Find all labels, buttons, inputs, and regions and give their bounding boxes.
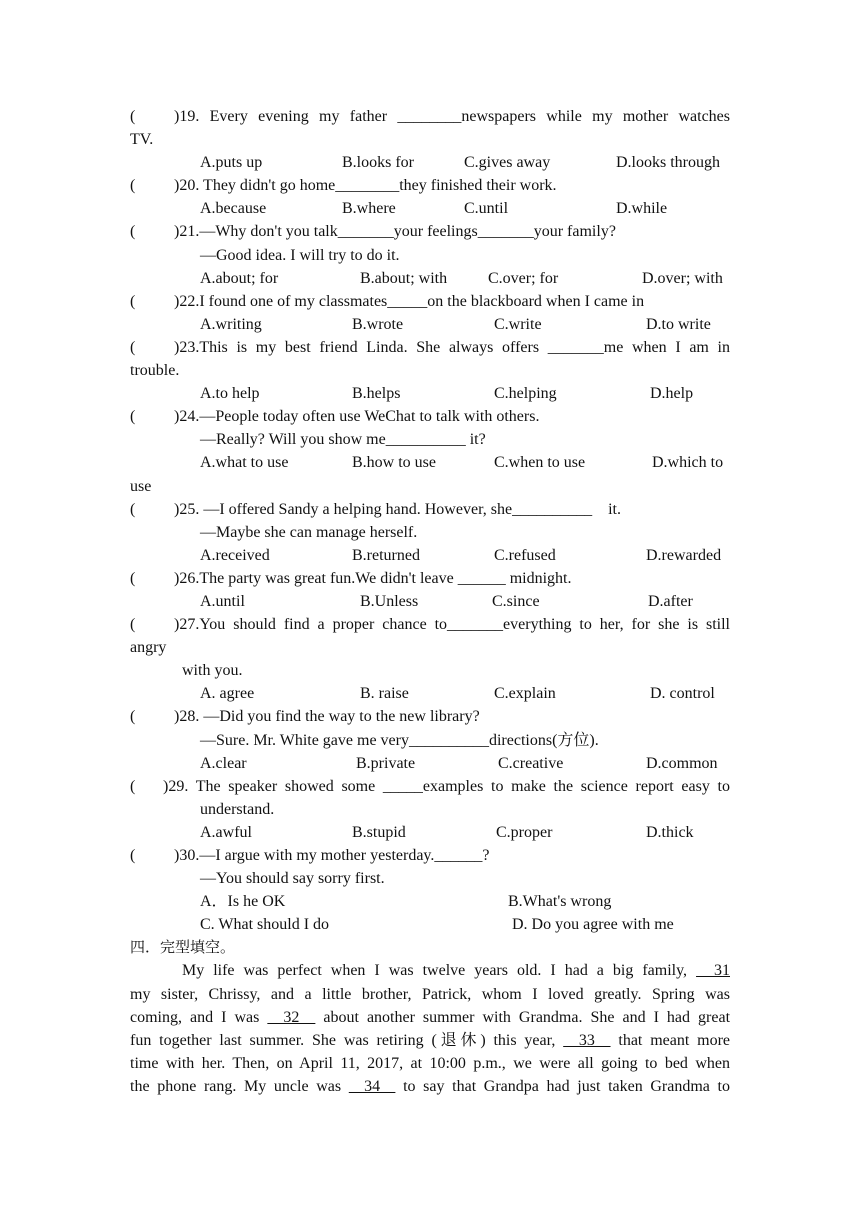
question-subline: —Good idea. I will try to do it. xyxy=(200,246,400,264)
answer-blank[interactable]: ( xyxy=(130,223,136,241)
question-subline: understand. xyxy=(200,800,275,818)
question-stem: )20. They didn't go home________they finished their work. xyxy=(174,177,557,195)
option-d[interactable]: D.looks through xyxy=(616,154,720,172)
question-22 xyxy=(130,290,730,313)
options-row xyxy=(130,590,730,613)
options-row xyxy=(130,890,730,913)
cloze-blank-33[interactable]: 33 xyxy=(563,1031,611,1049)
passage-text: about another summer with Grandma. She and I had great xyxy=(323,1008,731,1026)
question-stem: )24.—People today often use WeChat to talk with others. xyxy=(174,408,540,426)
answer-blank[interactable]: ( xyxy=(130,177,136,195)
section-title: 四．完型填空。 xyxy=(130,938,236,957)
question-21 xyxy=(130,220,730,243)
options-row xyxy=(130,544,730,567)
cloze-blank-32[interactable]: 32 xyxy=(267,1008,316,1026)
question-continuation: trouble. xyxy=(130,362,180,380)
question-23 xyxy=(130,336,730,359)
question-24 xyxy=(130,405,730,428)
option-c[interactable]: C.explain xyxy=(494,685,556,703)
passage-text: the phone rang. My uncle was xyxy=(130,1077,342,1095)
answer-blank[interactable]: ( xyxy=(130,616,136,634)
option-c[interactable]: C. What should I do xyxy=(200,916,330,934)
question-subline: with you. xyxy=(182,662,243,680)
question-stem: )21.—Why don't you talk_______your feelings_______your family? xyxy=(174,223,616,241)
answer-blank[interactable]: ( xyxy=(130,708,136,726)
passage-text: to say that Grandpa had just taken Grandma to xyxy=(403,1077,731,1095)
option-d[interactable]: D.while xyxy=(616,200,668,218)
option-d[interactable]: D.after xyxy=(648,592,693,610)
option-c[interactable]: C.creative xyxy=(498,754,564,772)
answer-blank[interactable]: ( xyxy=(130,500,136,518)
option-b[interactable]: B.returned xyxy=(352,546,420,564)
option-c[interactable]: C.until xyxy=(464,200,509,218)
option-c[interactable]: C.gives away xyxy=(464,154,551,172)
option-a[interactable]: A.awful xyxy=(200,823,252,841)
question-stem: )26.The party was great fun.We didn't leave ______ midnight. xyxy=(174,569,572,587)
options-row xyxy=(130,451,730,474)
passage-text: My life was perfect when I was twelve years old. I had a big family, xyxy=(182,962,688,980)
question-stem: )28. —Did you find the way to the new library? xyxy=(174,708,480,726)
passage-text: fun together last summer. She was retiring (退休) this year, xyxy=(130,1031,556,1049)
option-a[interactable]: A.until xyxy=(200,592,245,610)
question-28 xyxy=(130,705,730,728)
options-row xyxy=(130,913,730,936)
option-b[interactable]: B.stupid xyxy=(352,823,406,841)
passage-line xyxy=(130,1029,730,1052)
passage-line: time with her. Then, on April 11, 2017, at 10:00 p.m., we were all going to bed when xyxy=(130,1054,730,1072)
question-29 xyxy=(130,775,730,798)
question-stem: )25. —I offered Sandy a helping hand. However, she__________ it. xyxy=(174,500,621,518)
question-continuation: angry xyxy=(130,639,167,657)
question-30 xyxy=(130,844,730,867)
option-c[interactable]: C.when to use xyxy=(494,454,586,472)
options-row xyxy=(130,197,730,220)
question-stem: )23.This is my best friend Linda. She always offers _______me when I am in xyxy=(174,338,730,356)
option-b[interactable]: B.private xyxy=(356,754,416,772)
option-b[interactable]: B.Unless xyxy=(360,592,419,610)
cloze-blank-31[interactable]: 31 xyxy=(696,962,730,980)
options-row xyxy=(130,267,730,290)
question-stem: )29. The speaker showed some _____examples to make the science report easy to xyxy=(163,777,730,795)
answer-blank[interactable]: ( xyxy=(130,408,136,426)
option-a[interactable]: A.writing xyxy=(200,315,262,333)
answer-blank[interactable]: ( xyxy=(130,108,136,125)
option-b[interactable]: B.What's wrong xyxy=(508,893,612,911)
option-a[interactable]: A.what to use xyxy=(200,454,289,472)
question-stem: )19. Every evening my father ________newspapers while my mother watches xyxy=(174,108,730,125)
option-d[interactable]: D.which to xyxy=(652,454,724,472)
option-d[interactable]: D.common xyxy=(646,754,718,772)
option-c[interactable]: C.since xyxy=(492,592,540,610)
passage-line xyxy=(130,1075,730,1098)
option-a[interactable]: A.clear xyxy=(200,754,247,772)
question-26 xyxy=(130,567,730,590)
option-b[interactable]: B.wrote xyxy=(352,315,404,333)
passage-line: my sister, Chrissy, and a little brother, Patrick, whom I loved greatly. Spring was xyxy=(130,985,730,1003)
option-d[interactable]: D. control xyxy=(650,685,715,703)
option-c[interactable]: C.over; for xyxy=(488,269,559,287)
question-subline: —Really? Will you show me__________ it? xyxy=(200,431,486,449)
options-row xyxy=(130,313,730,336)
option-a[interactable]: A.received xyxy=(200,546,270,564)
question-stem: )22.I found one of my classmates_____on the blackboard when I came in xyxy=(174,292,645,310)
options-row xyxy=(130,821,730,844)
option-b[interactable]: B.helps xyxy=(352,385,401,403)
option-d[interactable]: D.rewarded xyxy=(646,546,722,564)
passage-line xyxy=(130,959,730,982)
cloze-blank-34[interactable]: 34 xyxy=(348,1077,396,1095)
option-a[interactable]: A. agree xyxy=(200,685,255,703)
passage-text: coming, and I was xyxy=(130,1008,260,1026)
question-27 xyxy=(130,613,730,636)
option-b[interactable]: B. raise xyxy=(360,685,409,703)
question-subline: —You should say sorry first. xyxy=(200,870,385,888)
option-a[interactable]: A.because xyxy=(200,200,267,218)
option-d[interactable]: D.help xyxy=(650,385,694,403)
options-row xyxy=(130,682,730,705)
option-c[interactable]: C.helping xyxy=(494,385,557,403)
question-25 xyxy=(130,498,730,521)
option-a[interactable]: A.about; for xyxy=(200,269,279,287)
options-row xyxy=(130,752,730,775)
option-d[interactable]: D.over; with xyxy=(642,269,723,287)
answer-blank[interactable]: ( xyxy=(130,338,136,356)
answer-blank[interactable]: ( xyxy=(130,847,136,864)
answer-blank[interactable]: ( xyxy=(130,569,136,587)
options-row xyxy=(130,151,730,174)
option-c[interactable]: C.write xyxy=(494,315,542,333)
option-c[interactable]: C.refused xyxy=(494,546,556,564)
question-subline: —Sure. Mr. White gave me very__________directions(方位). xyxy=(200,731,599,749)
question-continuation: TV. xyxy=(130,131,154,149)
option-d[interactable]: D.thick xyxy=(646,823,694,841)
question-stem: )27.You should find a proper chance to_______everything to her, for she is still xyxy=(174,616,730,634)
option-b[interactable]: B.how to use xyxy=(352,454,436,472)
option-b[interactable]: B.where xyxy=(342,200,396,218)
option-a[interactable]: A.puts up xyxy=(200,154,263,172)
option-b[interactable]: B.about; with xyxy=(360,269,448,287)
question-stem: )30.—I argue with my mother yesterday.______? xyxy=(174,847,490,864)
option-a[interactable]: A.to help xyxy=(200,385,260,403)
option-d[interactable]: D. Do you agree with me xyxy=(512,916,674,934)
answer-blank[interactable]: ( xyxy=(130,292,136,310)
cloze-passage xyxy=(130,959,730,1098)
options-row xyxy=(130,382,730,405)
question-19 xyxy=(130,105,730,128)
question-20 xyxy=(130,174,730,197)
option-a[interactable]: A．Is he OK xyxy=(200,893,286,911)
option-b[interactable]: B.looks for xyxy=(342,154,414,172)
question-continuation: use xyxy=(130,477,152,495)
option-c[interactable]: C.proper xyxy=(496,823,553,841)
answer-blank[interactable]: ( xyxy=(130,777,136,795)
passage-line xyxy=(130,1006,730,1029)
question-subline: —Maybe she can manage herself. xyxy=(200,523,418,541)
worksheet-page xyxy=(130,105,730,1098)
passage-text: that meant more xyxy=(618,1031,731,1049)
option-d[interactable]: D.to write xyxy=(646,315,711,333)
